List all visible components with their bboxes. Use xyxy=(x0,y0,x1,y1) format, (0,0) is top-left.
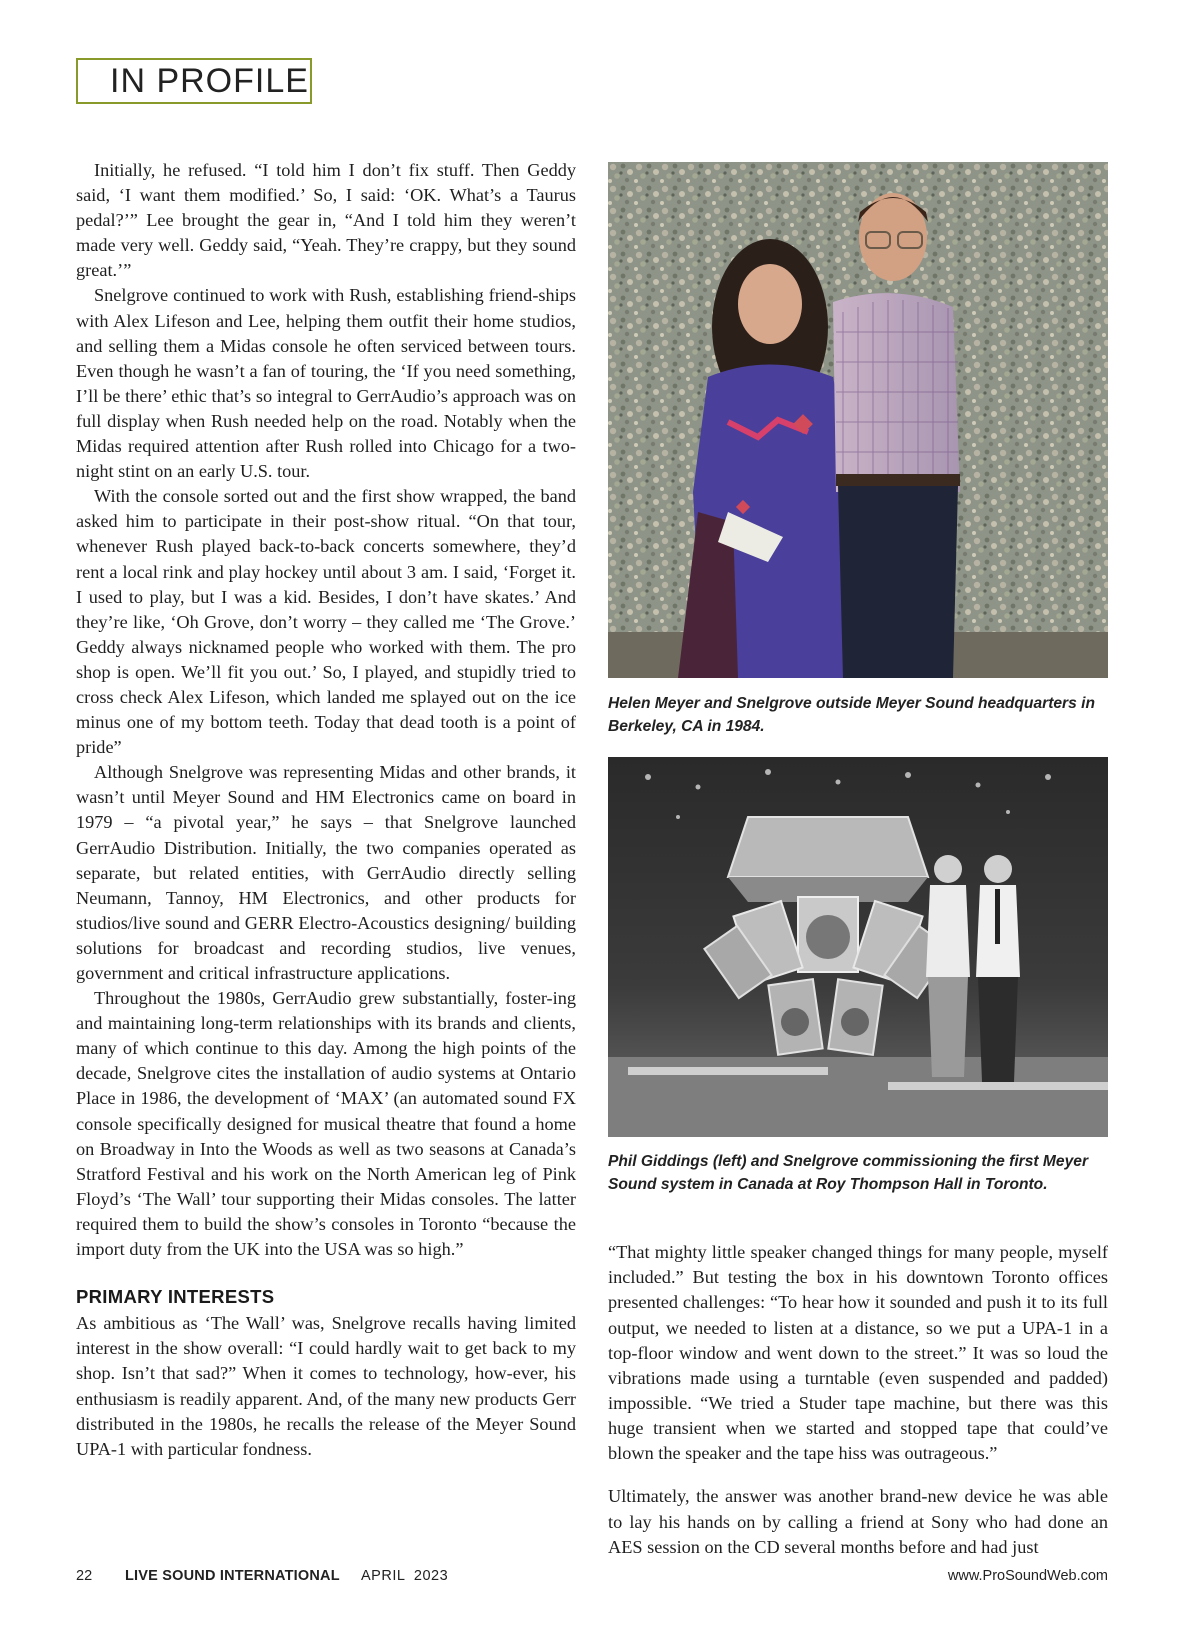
paragraph: Throughout the 1980s, GerrAudio grew substantially, foster-ing and maintaining long-term relationships with its brands and clients, many of which continue to this day. Among the high points of the decade, Snelgrove cites the installation of audio systems at Ontario Place in 1986, the development of ‘MAX’ (an automated sound FX console specifically designed for musical theatre that found a home on Broadway in Into the Woods as well as two seasons at Canada’s Stratford Festival and his work on the North American leg of Pink Floyd’s ‘The Wall’ tour supporting their Midas consoles. The latter required them to build the show’s consoles in Toronto “because the import duty from the UK into the USA was so high.” xyxy=(76,988,576,1260)
photo-caption: Phil Giddings (left) and Snelgrove commissioning the first Meyer Sound system in Canada at Roy Thompson Hall in Toronto. xyxy=(608,1153,1089,1193)
photo-speaker-cluster-roy-thompson-hall xyxy=(608,757,1108,1137)
paragraph: As ambitious as ‘The Wall’ was, Snelgrove recalls having limited interest in the show overall: “I could hardly wait to get back to my shop. Isn’t that sad?” When it comes to technology, how-ever, his enthusiasm is readily apparent. And, of the many new products Gerr distributed in the 1980s, he recalls the release of the Meyer Sound UPA-1 with particular fondness. xyxy=(76,1313,576,1459)
right-column xyxy=(608,1222,1108,1578)
issue-date: APRIL 2023 xyxy=(361,1568,449,1584)
website-link[interactable]: www.ProSoundWeb.com xyxy=(947,1568,1108,1584)
paragraph: Although Snelgrove was representing Midas and other brands, it wasn’t until Meyer Sound and HM Electronics came on board in 1979 – “a pivotal year,” he says – that Snelgrove launched GerrAudio Distribution. Initially, the two companies operated as separate, but related entities, with GerrAudio directly selling Neumann, Tannoy, HM Electronics, and other products for studios/live sound and GERR Electro-Acoustics designing/ building solutions for broadcast and recording studios, live venues, government and critical infrastructure applications. xyxy=(76,762,576,983)
subhead-primary-interests: PRIMARY INTERESTS xyxy=(76,1286,275,1308)
paragraph: With the console sorted out and the first show wrapped, the band asked him to participate in their post-show ritual. “On that tour, whenever Rush played back-to-back concerts somewhere, they’d rent a local rink and play hockey until about 3 am. I said, ‘Forget it. I used to play, but I was a kid. Besides, I don’t have skates.’ And they’re like, ‘Oh Grove, don’t worry – they called me ‘The Grove.’ Geddy always nicknamed people who worked with them. The pro shop is open. We’ll fit you out.’ So, I played, and stupidly tried to cross check Alex Lifeson, which landed me splayed out on the ice minus one of my bottom teeth. Today that dead tooth is a point of pride” xyxy=(76,486,576,758)
photo-caption: Helen Meyer and Snelgrove outside Meyer Sound headquarters in Berkeley, CA in 1984. xyxy=(608,695,1095,735)
left-column xyxy=(76,158,576,1462)
paragraph: Ultimately, the answer was another brand-new device he was able to lay his hands on by calling a friend at Sony who had done an AES session on the CD several months before and had just xyxy=(608,1486,1108,1557)
page-number: 22 xyxy=(76,1568,93,1584)
paragraph: Initially, he refused. “I told him I don’t fix stuff. Then Geddy said, ‘I want them modified.’ So, I said: ‘OK. What’s a Taurus pedal?’” Lee brought the gear in, “And I told him they weren’t made very well. Geddy said, “Yeah. They’re crappy, but they sound great.’” xyxy=(76,160,576,281)
page-footer xyxy=(76,1568,1108,1588)
magazine-name: LIVE SOUND INTERNATIONAL xyxy=(125,1568,340,1584)
section-tag: IN PROFILE xyxy=(76,58,312,104)
paragraph: “That mighty little speaker changed things for many people, myself included.” But testing the box in his downtown Toronto offices presented challenges: “To hear how it sounded and push it to its full output, we needed to listen at a distance, so we put a UPA-1 in a top-floor window and went down to the street.” It was so loud the vibrations made using a turntable (even suspended and padded) impossible. “We tried a Studer tape machine, but there was this huge transient when we started and stopped tape that could’ve blown the speaker and the tape hiss was outrageous.” xyxy=(608,1242,1108,1464)
paragraph: Snelgrove continued to work with Rush, establishing friend-ships with Alex Lifeson and Lee, helping them outfit their home studios, and selling them a Midas console he often serviced between tours. Even though he wasn’t a fan of touring, the ‘If you need something, I’ll be there’ ethic that’s so integral to GerrAudio’s approach was on full display when Rush needed help on the road. Notably when the Midas required attention after Rush rolled into Chicago for a two-night stint on an early U.S. tour. xyxy=(76,285,576,482)
photo-helen-meyer-and-snelgrove xyxy=(608,162,1108,678)
